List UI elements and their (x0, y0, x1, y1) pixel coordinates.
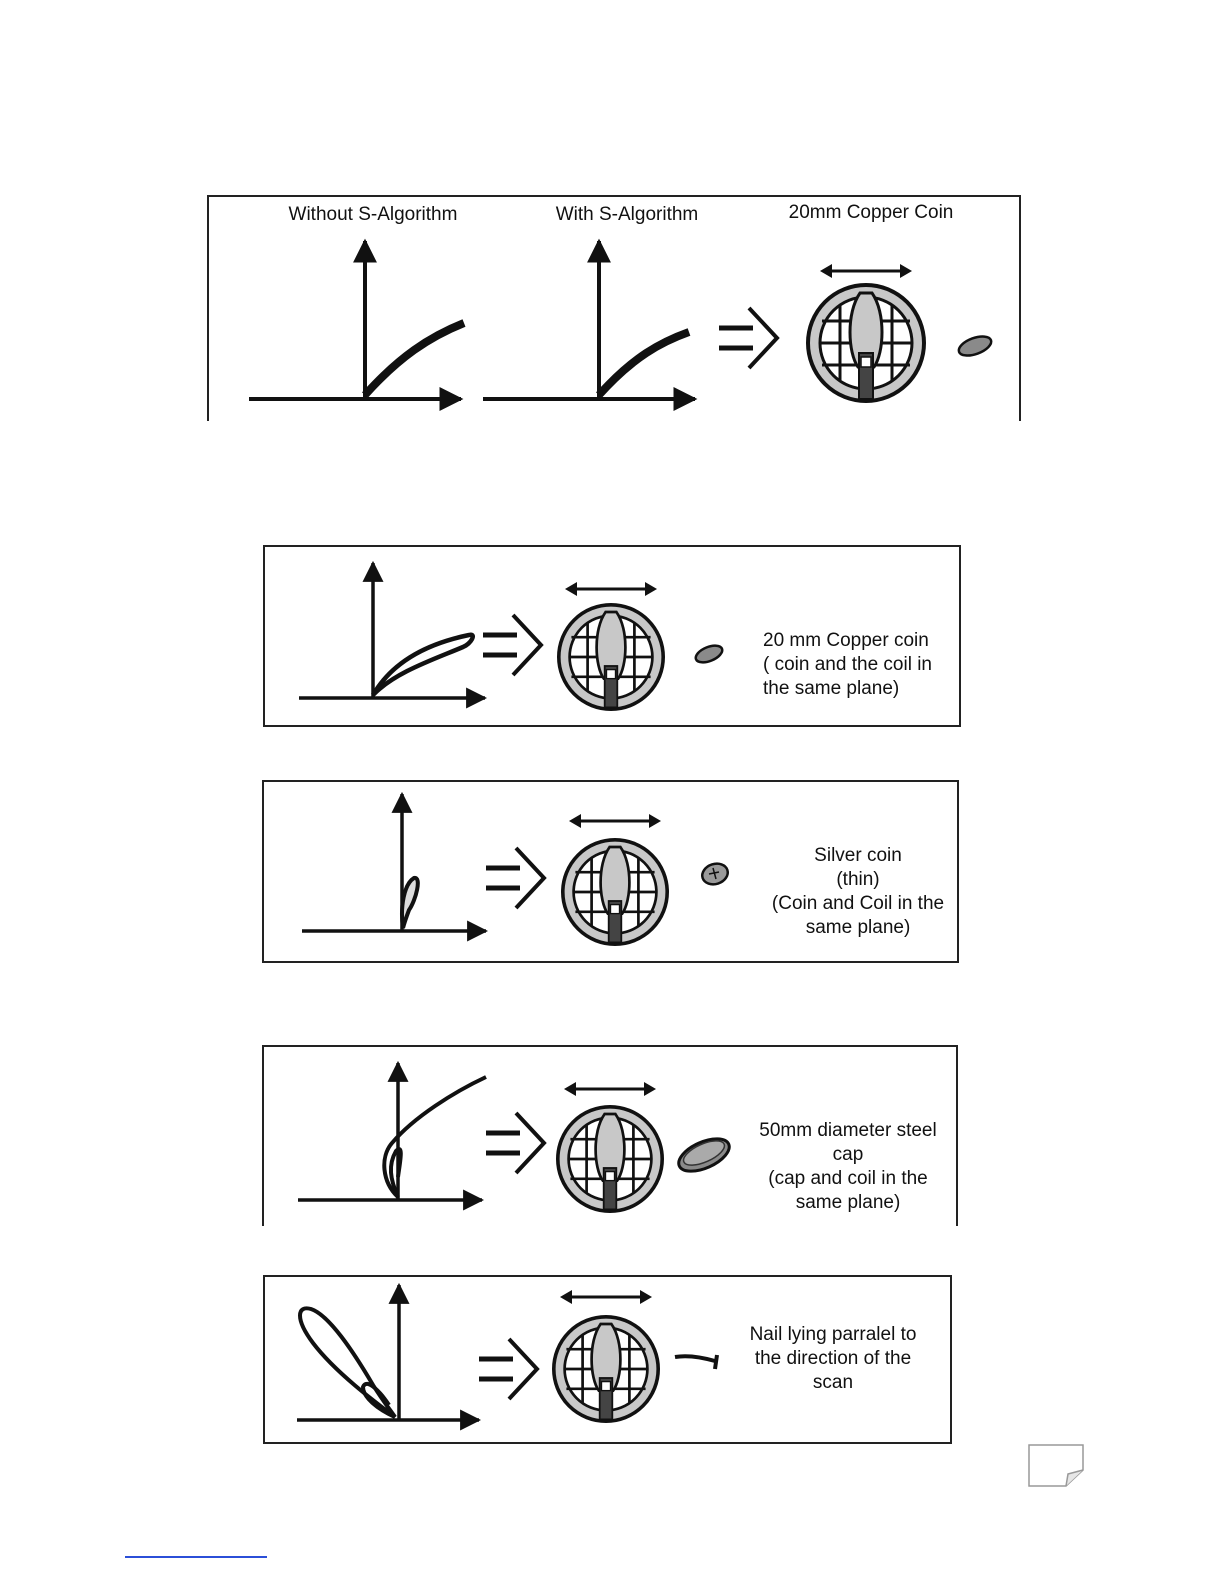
search-coil-icon (563, 840, 667, 944)
description-line: ( coin and the coil in (763, 654, 932, 675)
panel-nail (263, 1275, 952, 1444)
plot-without-s-algorithm (249, 241, 464, 399)
description-line: (Coin and Coil in the (771, 893, 945, 914)
panel-steel-cap (262, 1045, 958, 1226)
description-line: the same plane) (763, 678, 900, 699)
description-line: Silver coin (814, 845, 902, 866)
panel-4-description (729, 1323, 937, 1395)
panel-silver-coin (262, 780, 959, 963)
implies-arrow-icon (486, 1113, 544, 1173)
description-line: Nail lying parralel to (749, 1324, 917, 1345)
copper-coin-icon (693, 642, 724, 665)
plot-with-s-algorithm (483, 241, 695, 399)
nail-icon (675, 1356, 715, 1361)
panel-3-description (744, 1119, 952, 1215)
double-arrow-icon (820, 264, 912, 278)
double-arrow-icon (569, 814, 661, 828)
top-comparison-panel (207, 195, 1021, 421)
page-curl-icon (1028, 1444, 1086, 1488)
search-coil-icon (554, 1317, 658, 1421)
panel-1-description (763, 629, 959, 701)
search-coil-icon (558, 1107, 662, 1211)
panel-2-description (758, 844, 958, 940)
implies-arrow-icon (479, 1339, 537, 1399)
label-without-s-algorithm: Without S-Algorithm (288, 204, 458, 225)
double-arrow-icon (565, 582, 657, 596)
search-coil-icon (559, 605, 663, 709)
implies-arrow-icon (486, 848, 544, 908)
description-line: cap (832, 1144, 864, 1165)
footnote-separator (125, 1556, 267, 1558)
description-line: 50mm diameter steel (759, 1120, 937, 1141)
description-line: (cap and coil in the (768, 1168, 928, 1189)
implies-arrow-icon (719, 308, 777, 368)
double-arrow-icon (560, 1290, 652, 1304)
description-line: scan (812, 1372, 854, 1393)
label-with-s-algorithm: With S-Algorithm (555, 204, 699, 225)
copper-coin-icon (956, 333, 993, 360)
description-line: (thin) (836, 869, 880, 890)
description-line: same plane) (795, 1192, 901, 1213)
implies-arrow-icon (483, 615, 541, 675)
description-line: 20 mm Copper coin (763, 630, 929, 651)
description-line: the direction of the (754, 1348, 912, 1369)
panel-copper-coin (263, 545, 961, 727)
description-line: same plane) (805, 917, 911, 938)
label-target-coin: 20mm Copper Coin (788, 202, 954, 223)
double-arrow-icon (564, 1082, 656, 1096)
search-coil-icon (808, 285, 924, 401)
